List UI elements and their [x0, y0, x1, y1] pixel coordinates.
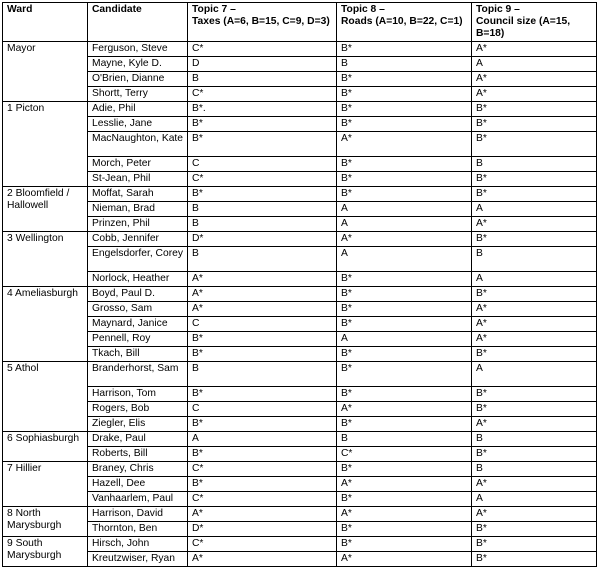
candidate-cell: Boyd, Paul D.: [88, 287, 188, 302]
header-topic-9: Topic 9 – Council size (A=15, B=18): [472, 3, 597, 42]
topic-7-cell: C*: [188, 537, 337, 552]
topic-8-cell: A: [337, 202, 472, 217]
candidate-cell: Rogers, Bob: [88, 402, 188, 417]
topic-7-cell: A: [188, 432, 337, 447]
candidate-cell: St-Jean, Phil: [88, 172, 188, 187]
topic-7-cell: B*: [188, 477, 337, 492]
ward-cell: 7 Hillier: [3, 462, 88, 507]
topic-9-cell: A*: [472, 317, 597, 332]
topic-7-cell: B*.: [188, 102, 337, 117]
candidate-cell: Grosso, Sam: [88, 302, 188, 317]
ward-cell: 9 South Marysburgh: [3, 537, 88, 567]
topic-8-cell: B*: [337, 417, 472, 432]
candidate-cell: Norlock, Heather: [88, 272, 188, 287]
table-row: [3, 42, 597, 57]
topic-8-cell: B*: [337, 172, 472, 187]
topic-8-cell: B*: [337, 492, 472, 507]
topic-8-cell: B*: [337, 287, 472, 302]
topic-7-cell: A*: [188, 287, 337, 302]
ward-cell: 1 Picton: [3, 102, 88, 187]
topic-8-cell: B*: [337, 117, 472, 132]
topic-7-cell: C: [188, 402, 337, 417]
table-row: [3, 522, 597, 537]
topic-9-cell: A*: [472, 507, 597, 522]
candidate-cell: Ziegler, Elis: [88, 417, 188, 432]
topic-9-cell: B: [472, 157, 597, 172]
topic-7-cell: B*: [188, 117, 337, 132]
topic-9-cell: A*: [472, 477, 597, 492]
topic-7-cell: B*: [188, 132, 337, 157]
table-row: [3, 202, 597, 217]
topic-8-cell: B: [337, 432, 472, 447]
table-row: [3, 172, 597, 187]
candidate-cell: Engelsdorfer, Corey: [88, 247, 188, 272]
candidate-cell: Vanhaarlem, Paul: [88, 492, 188, 507]
topic-9-cell: B*: [472, 552, 597, 567]
table-row: [3, 187, 597, 202]
topic-7-cell: B: [188, 72, 337, 87]
topic-9-cell: A*: [472, 417, 597, 432]
topic-8-cell: B*: [337, 187, 472, 202]
candidate-cell: Morch, Peter: [88, 157, 188, 172]
topic-8-cell: B*: [337, 302, 472, 317]
candidate-cell: Shortt, Terry: [88, 87, 188, 102]
topic-7-cell: B: [188, 362, 337, 387]
table-row: [3, 402, 597, 417]
candidate-cell: Ferguson, Steve: [88, 42, 188, 57]
topic-7-cell: B: [188, 247, 337, 272]
table-row: [3, 102, 597, 117]
candidate-cell: Roberts, Bill: [88, 447, 188, 462]
table-row: [3, 432, 597, 447]
topic-7-cell: D: [188, 57, 337, 72]
topic-9-cell: B*: [472, 347, 597, 362]
topic-7-cell: B*: [188, 332, 337, 347]
topic-7-cell: C: [188, 317, 337, 332]
table-row: [3, 507, 597, 522]
topic-8-cell: B*: [337, 102, 472, 117]
topic-9-cell: B*: [472, 387, 597, 402]
candidate-cell: Harrison, Tom: [88, 387, 188, 402]
ward-cell: 3 Wellington: [3, 232, 88, 287]
topic-8-cell: A: [337, 247, 472, 272]
candidate-cell: Kreutzwiser, Ryan: [88, 552, 188, 567]
header-ward: Ward: [3, 3, 88, 42]
topic-7-cell: B*: [188, 347, 337, 362]
topic-8-cell: B*: [337, 347, 472, 362]
topic-9-cell: A: [472, 57, 597, 72]
topic-8-cell: B*: [337, 87, 472, 102]
table-row: [3, 552, 597, 567]
candidate-cell: Maynard, Janice: [88, 317, 188, 332]
table-row: [3, 157, 597, 172]
table-header-row: [3, 3, 597, 42]
table-row: [3, 362, 597, 387]
candidate-cell: Harrison, David: [88, 507, 188, 522]
candidate-cell: Hazell, Dee: [88, 477, 188, 492]
topic-9-cell: A*: [472, 72, 597, 87]
candidate-cell: Pennell, Roy: [88, 332, 188, 347]
header-topic-8: Topic 8 – Roads (A=10, B=22, C=1): [337, 3, 472, 42]
topic-9-cell: A*: [472, 332, 597, 347]
candidate-cell: MacNaughton, Kate: [88, 132, 188, 157]
topic-9-cell: A*: [472, 302, 597, 317]
table-row: [3, 417, 597, 432]
topic-7-cell: A*: [188, 552, 337, 567]
table-row: [3, 287, 597, 302]
topic-9-cell: B*: [472, 172, 597, 187]
topic-8-cell: B*: [337, 317, 472, 332]
topic-7-cell: C*: [188, 172, 337, 187]
candidate-cell: Cobb, Jennifer: [88, 232, 188, 247]
topic-9-cell: B*: [472, 102, 597, 117]
candidate-cell: Moffat, Sarah: [88, 187, 188, 202]
table-row: [3, 232, 597, 247]
table-row: [3, 132, 597, 157]
candidate-cell: O'Brien, Dianne: [88, 72, 188, 87]
topic-8-cell: A: [337, 217, 472, 232]
topic-7-cell: B*: [188, 417, 337, 432]
ward-cell: Mayor: [3, 42, 88, 102]
topic-9-cell: A: [472, 492, 597, 507]
table-row: [3, 317, 597, 332]
topic-9-cell: A: [472, 362, 597, 387]
topic-7-cell: C*: [188, 42, 337, 57]
topic-9-cell: A: [472, 202, 597, 217]
candidate-cell: Nieman, Brad: [88, 202, 188, 217]
topic-7-cell: B*: [188, 187, 337, 202]
topic-7-cell: D*: [188, 232, 337, 247]
table-row: [3, 57, 597, 72]
candidate-cell: Thornton, Ben: [88, 522, 188, 537]
table-row: [3, 332, 597, 347]
topic-9-cell: A*: [472, 42, 597, 57]
ward-cell: 4 Ameliasburgh: [3, 287, 88, 362]
table-row: [3, 492, 597, 507]
topic-9-cell: B: [472, 432, 597, 447]
topic-9-cell: B*: [472, 187, 597, 202]
topic-7-cell: B*: [188, 447, 337, 462]
table-row: [3, 117, 597, 132]
topic-8-cell: B: [337, 57, 472, 72]
topic-7-cell: B: [188, 202, 337, 217]
table-row: [3, 447, 597, 462]
topic-9-cell: B*: [472, 132, 597, 157]
ward-cell: 5 Athol: [3, 362, 88, 432]
topic-7-cell: A*: [188, 272, 337, 287]
topic-8-cell: A*: [337, 552, 472, 567]
topic-7-cell: A*: [188, 507, 337, 522]
topic-8-cell: B*: [337, 157, 472, 172]
topic-7-cell: B*: [188, 387, 337, 402]
header-candidate: Candidate: [88, 3, 188, 42]
topic-9-cell: B: [472, 247, 597, 272]
topic-8-cell: B*: [337, 362, 472, 387]
ward-cell: 2 Bloomfield / Hallowell: [3, 187, 88, 232]
topic-9-cell: A*: [472, 87, 597, 102]
table-row: [3, 272, 597, 287]
candidate-cell: Prinzen, Phil: [88, 217, 188, 232]
table-row: [3, 217, 597, 232]
table-row: [3, 477, 597, 492]
table-row: [3, 387, 597, 402]
topic-7-cell: A*: [188, 302, 337, 317]
table-row: [3, 72, 597, 87]
candidate-cell: Lesslie, Jane: [88, 117, 188, 132]
topic-9-cell: B*: [472, 447, 597, 462]
candidate-cell: Branderhorst, Sam: [88, 362, 188, 387]
topic-8-cell: A: [337, 332, 472, 347]
topic-8-cell: A*: [337, 507, 472, 522]
topic-7-cell: B: [188, 217, 337, 232]
topic-7-cell: C*: [188, 87, 337, 102]
topic-7-cell: C*: [188, 462, 337, 477]
candidate-cell: Tkach, Bill: [88, 347, 188, 362]
topic-7-cell: C*: [188, 492, 337, 507]
topic-9-cell: B*: [472, 522, 597, 537]
topic-8-cell: A*: [337, 402, 472, 417]
ward-cell: 8 North Marysburgh: [3, 507, 88, 537]
topic-8-cell: B*: [337, 462, 472, 477]
topic-9-cell: B: [472, 462, 597, 477]
topic-7-cell: D*: [188, 522, 337, 537]
candidate-cell: Hirsch, John: [88, 537, 188, 552]
topic-8-cell: A*: [337, 132, 472, 157]
candidate-cell: Mayne, Kyle D.: [88, 57, 188, 72]
topic-8-cell: B*: [337, 72, 472, 87]
candidate-cell: Braney, Chris: [88, 462, 188, 477]
topic-8-cell: B*: [337, 272, 472, 287]
topic-9-cell: A*: [472, 217, 597, 232]
table-row: [3, 462, 597, 477]
topic-8-cell: C*: [337, 447, 472, 462]
topic-8-cell: A*: [337, 477, 472, 492]
table-row: [3, 537, 597, 552]
candidate-cell: Drake, Paul: [88, 432, 188, 447]
table-row: [3, 302, 597, 317]
candidate-cell: Adie, Phil: [88, 102, 188, 117]
topic-8-cell: B*: [337, 42, 472, 57]
topic-8-cell: B*: [337, 537, 472, 552]
topic-9-cell: B*: [472, 402, 597, 417]
topic-9-cell: A: [472, 272, 597, 287]
table-row: [3, 247, 597, 272]
table-body: [3, 42, 597, 567]
topic-7-cell: C: [188, 157, 337, 172]
topic-8-cell: A*: [337, 232, 472, 247]
topic-9-cell: B*: [472, 117, 597, 132]
ward-cell: 6 Sophiasburgh: [3, 432, 88, 462]
topic-9-cell: B*: [472, 287, 597, 302]
topic-9-cell: B*: [472, 537, 597, 552]
table-row: [3, 87, 597, 102]
topic-8-cell: B*: [337, 522, 472, 537]
header-topic-7: Topic 7 – Taxes (A=6, B=15, C=9, D=3): [188, 3, 337, 42]
table-row: [3, 347, 597, 362]
topic-8-cell: B*: [337, 387, 472, 402]
candidate-responses-table: [2, 2, 597, 567]
topic-9-cell: B*: [472, 232, 597, 247]
